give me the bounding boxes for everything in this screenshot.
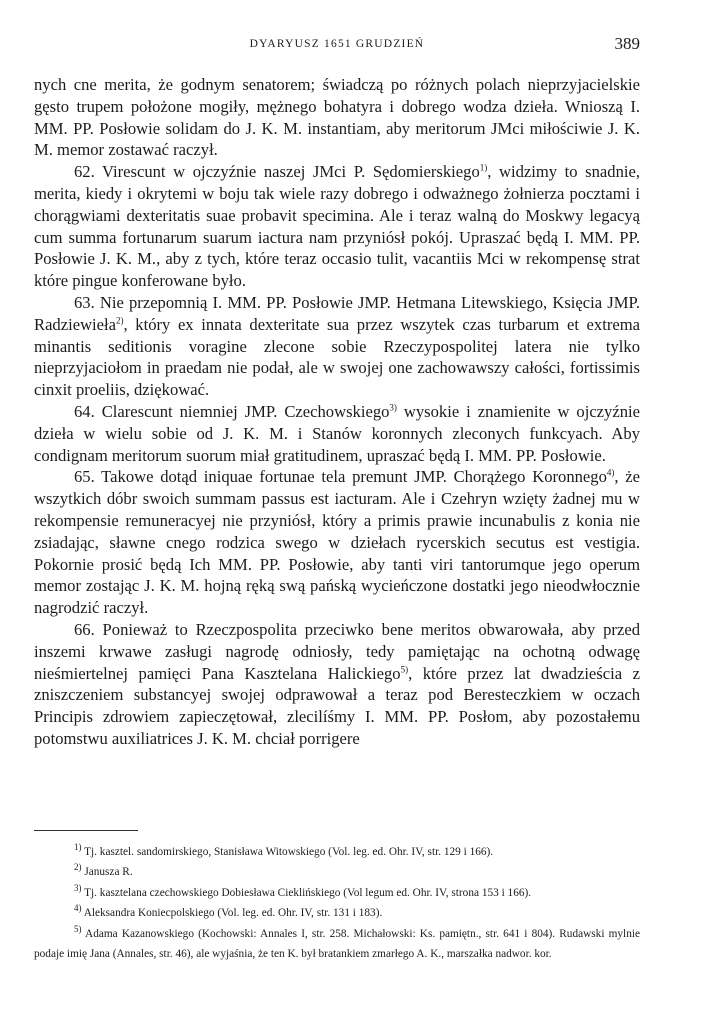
footnote-reference: 5) [400, 663, 409, 674]
running-title: DYARYUSZ 1651 GRUDZIEŃ [249, 38, 425, 50]
footnote-2 [34, 862, 640, 882]
footnote-mark: 1) [74, 842, 82, 853]
footnote-text: Aleksandra Koniecpolskiego (Vol. leg. ed. Ohr. IV, str. 131 i 183). [81, 907, 383, 920]
paragraph-text: 63. Nie przepomnią I. MM. PP. Posłowie JMP. Hetmana Litewskiego, Księcia JMP. Radziewieła [34, 292, 640, 334]
footnote-3 [34, 883, 640, 903]
main-text [34, 74, 640, 750]
paragraph-62 [34, 161, 640, 292]
paragraph-text: , że wszytkich dóbr swoich summam passus est iacturam. Ale i Czehryn wzięty żadnej mu w rekompensie remuneracyej nie przyniósł, który a primis prawie incunabulis z konia nie zsiadając, sławne cnego rodzica swego w dziełach rycerskich secutus est vestigia. Pokornie prosić będą Ich MM. PP. Posłowie, aby tanti viri tantorumque jego operum memor zostając J. K. M. hojną ręką swą pańską wycieńczone dostatki jego nieodwłocznie nagrodzić raczył. [34, 467, 640, 618]
paragraph-text: , widzimy to snadnie, merita, kiedy i okrytemi w boju tak wiele razy dobrego i odważnego żołnierza pocztami i chorągwiami dexteritatis suae probavit specimina. Ale i teraz walną do Moskwy legacyą cum summa fortunarum suarum iactura nam przyniósł pokój. Upraszać będą I. MM. PP. Posłowie J. K. M., aby z tych, które teraz occasio tulit, vacantiis Mci w rekompensę strat które pingue konferowane było. [34, 162, 641, 291]
footnotes [34, 842, 640, 964]
footnote-reference: 4) [606, 467, 615, 478]
footnote-text: Janusza R. [81, 866, 133, 879]
running-header [34, 34, 640, 58]
footnote-4 [34, 903, 640, 923]
footnote-mark: 5) [74, 923, 82, 934]
paragraph-text: , które przez lat dwadzieścia z zniszczeniem substancyej swojej odprawował a teraz pod Beresteczkiem w oczach Principis zdrowiem zapieczętował, zlecilíśmy I. MM. PP. Posłom, aby pozostałemu potomstwu auxiliatrices J. K. M. chciał porrigere [34, 663, 641, 748]
paragraph-65 [34, 466, 640, 619]
paragraph-61-continuation: nych cne merita, że godnym senatorem; świadczą po różnych polach nieprzyjacielskie gęsto trupem położone mogiły, mężnego bohatyra i dobrego wodza dzieła. Wnioszą I. MM. PP. Posłowie solidam do J. K. M. instantiam, aby meritorum JMci miłościwie J. K. M. memor zostawać raczył. [34, 75, 640, 160]
footnote-reference: 1) [479, 162, 488, 173]
footnote-mark: 2) [74, 862, 82, 873]
paragraph-text: 62. Virescunt w ojczyźnie naszej JMci P. Sędomierskiego [74, 162, 480, 182]
footnote-reference: 3) [389, 402, 397, 413]
footnote-mark: 3) [74, 883, 82, 894]
paragraph-66 [34, 619, 640, 750]
paragraph-text: , który ex innata dexteritate sua przez wszytek czas turbarum et extrema minantis seditionis voragine zlecone sobie Rzeczypospolitej latera nie tylko nieprzyjaciołom in praedam nie podał, ale w swojej one zachowawszy całości, fortissimis cinxit proeliis, dziękować. [34, 314, 640, 400]
paragraph-text: 64. Clarescunt niemniej JMP. Czechowskiego [74, 401, 390, 421]
paragraph-text: 65. Takowe dotąd iniquae fortunae tela premunt JMP. Chorążego Koronnego [74, 467, 607, 487]
paragraph-63 [34, 292, 640, 401]
page-number: 389 [614, 34, 640, 53]
footnote-text: Tj. kasztelana czechowskiego Dobiesława Cieklińskiego (Vol legum ed. Ohr. IV, strona 153 i 166). [81, 886, 532, 899]
paragraph-text: 66. Ponieważ to Rzeczpospolita przeciwko bene meritos obwarowała, aby przed inszemi krwawe zasługi nagrodę odniosły, tedy pamiętając na ochotną odwagę nieśmiertelnej pamięci Pana Kasztelana Halickiego [34, 619, 640, 683]
footnote-text: Tj. kasztel. sandomirskiego, Stanisława Witowskiego (Vol. leg. ed. Ohr. IV, str. 129 i 166). [81, 846, 494, 858]
footnote-1 [34, 842, 640, 862]
footnote-text: Adama Kazanowskiego (Kochowski: Annales I, str. 258. Michałowski: Ks. pamiętn., str. 641 i 804). Rudawski mylnie podaje imię Jana (Annales, str. 46), ale wyjaśnia, że ten K. był bratankiem zmarłego A. K., marszałka nadwor. kor. [34, 927, 640, 961]
footnote-divider [34, 830, 138, 831]
footnote-mark: 4) [74, 903, 82, 914]
paragraph-64 [34, 401, 640, 466]
footnote-reference: 2) [116, 315, 124, 326]
footnote-5 [34, 924, 640, 965]
paragraph-text: wysokie i znamienite w ojczyźnie dzieła w wielu sobie od J. K. M. i Stanów koronnych zleconych funkcyach. Aby condignam meritorum suorum miał gratitudinem, upraszać będą I. MM. PP. Posłowie. [34, 401, 640, 465]
